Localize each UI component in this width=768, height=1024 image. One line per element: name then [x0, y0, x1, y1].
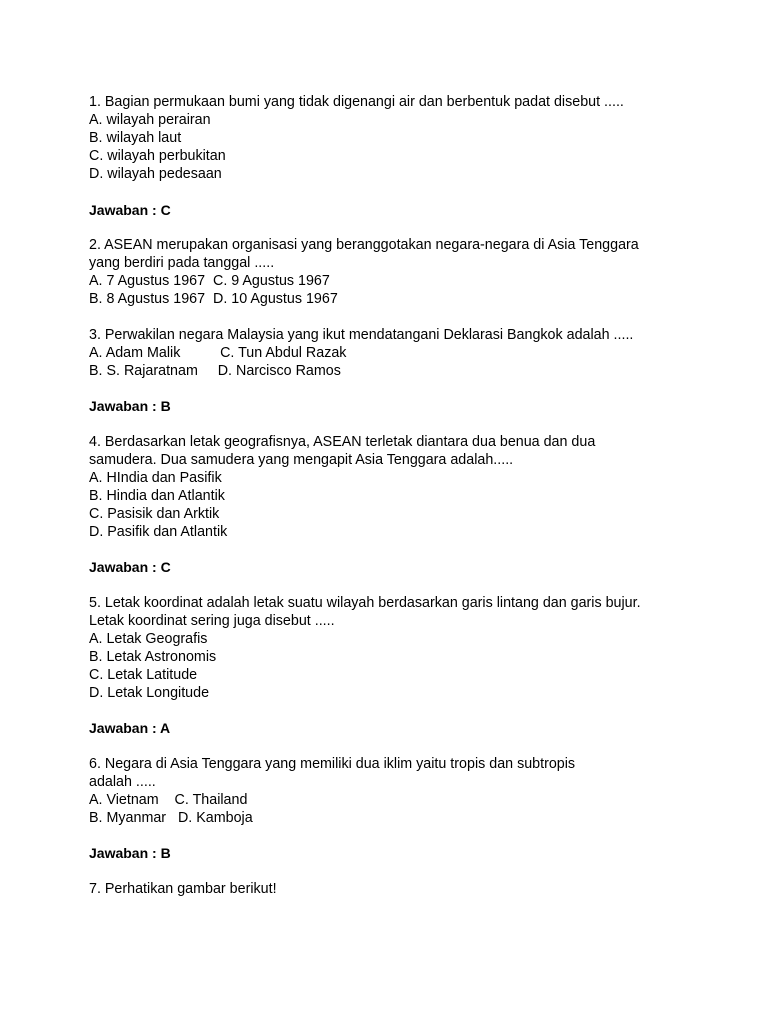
- question-text-continued: adalah .....: [89, 773, 156, 790]
- question-text: 2. ASEAN merupakan organisasi yang beranggotakan negara-negara di Asia Tenggara: [89, 237, 639, 253]
- question-3: [89, 326, 729, 433]
- question-text-continued: Letak koordinat sering juga disebut .....: [89, 612, 335, 629]
- option-b: B. Hindia dan Atlantik: [89, 487, 225, 504]
- option-row-2: B. Myanmar D. Kamboja: [89, 809, 253, 826]
- option-row-2: B. 8 Agustus 1967 D. 10 Agustus 1967: [89, 291, 338, 307]
- question-text: 6. Negara di Asia Tenggara yang memiliki dua iklim yaitu tropis dan subtropis: [89, 755, 576, 772]
- option-row-1: A. 7 Agustus 1967 C. 9 Agustus 1967: [89, 273, 330, 289]
- option-c: C. Pasisik dan Arktik: [89, 505, 220, 522]
- option-row-2: B. S. Rajaratnam D. Narcisco Ramos: [89, 362, 341, 379]
- answer-key: Jawaban : A: [89, 720, 171, 736]
- question-text: 5. Letak koordinat adalah letak suatu wilayah berdasarkan garis lintang dan garis bujur.: [89, 594, 641, 611]
- question-7: [89, 880, 729, 898]
- option-c: C. Letak Latitude: [89, 666, 198, 683]
- answer-key: Jawaban : C: [89, 559, 171, 575]
- option-a: A. HIndia dan Pasifik: [89, 469, 222, 486]
- question-4: [89, 433, 729, 594]
- option-d: D. wilayah pedesaan: [89, 166, 222, 182]
- quiz-document: [89, 93, 729, 898]
- question-2: [89, 236, 729, 326]
- question-1: [89, 93, 729, 236]
- question-text-continued: yang berdiri pada tanggal .....: [89, 255, 275, 271]
- option-b: B. Letak Astronomis: [89, 648, 217, 665]
- answer-key: Jawaban : C: [89, 201, 171, 218]
- option-row-1: A. Vietnam C. Thailand: [89, 791, 248, 808]
- answer-key: Jawaban : B: [89, 845, 171, 861]
- question-text: 1. Bagian permukaan bumi yang tidak digenangi air dan berbentuk padat disebut .....: [89, 94, 624, 110]
- question-text: 3. Perwakilan negara Malaysia yang ikut mendatangani Deklarasi Bangkok adalah .....: [89, 326, 634, 343]
- option-a: A. Letak Geografis: [89, 630, 208, 647]
- option-c: C. wilayah perbukitan: [89, 148, 226, 164]
- question-text-continued: samudera. Dua samudera yang mengapit Asia Tenggara adalah.....: [89, 451, 514, 468]
- option-row-1: A. Adam Malik C. Tun Abdul Razak: [89, 344, 347, 361]
- answer-key: Jawaban : B: [89, 398, 171, 414]
- option-a: A. wilayah perairan: [89, 112, 211, 128]
- question-text: 7. Perhatikan gambar berikut!: [89, 880, 277, 897]
- option-d: D. Letak Longitude: [89, 684, 210, 701]
- question-text: 4. Berdasarkan letak geografisnya, ASEAN terletak diantara dua benua dan dua: [89, 433, 596, 450]
- option-d: D. Pasifik dan Atlantik: [89, 523, 228, 540]
- option-b: B. wilayah laut: [89, 130, 182, 146]
- question-6: [89, 755, 729, 880]
- question-5: [89, 594, 729, 755]
